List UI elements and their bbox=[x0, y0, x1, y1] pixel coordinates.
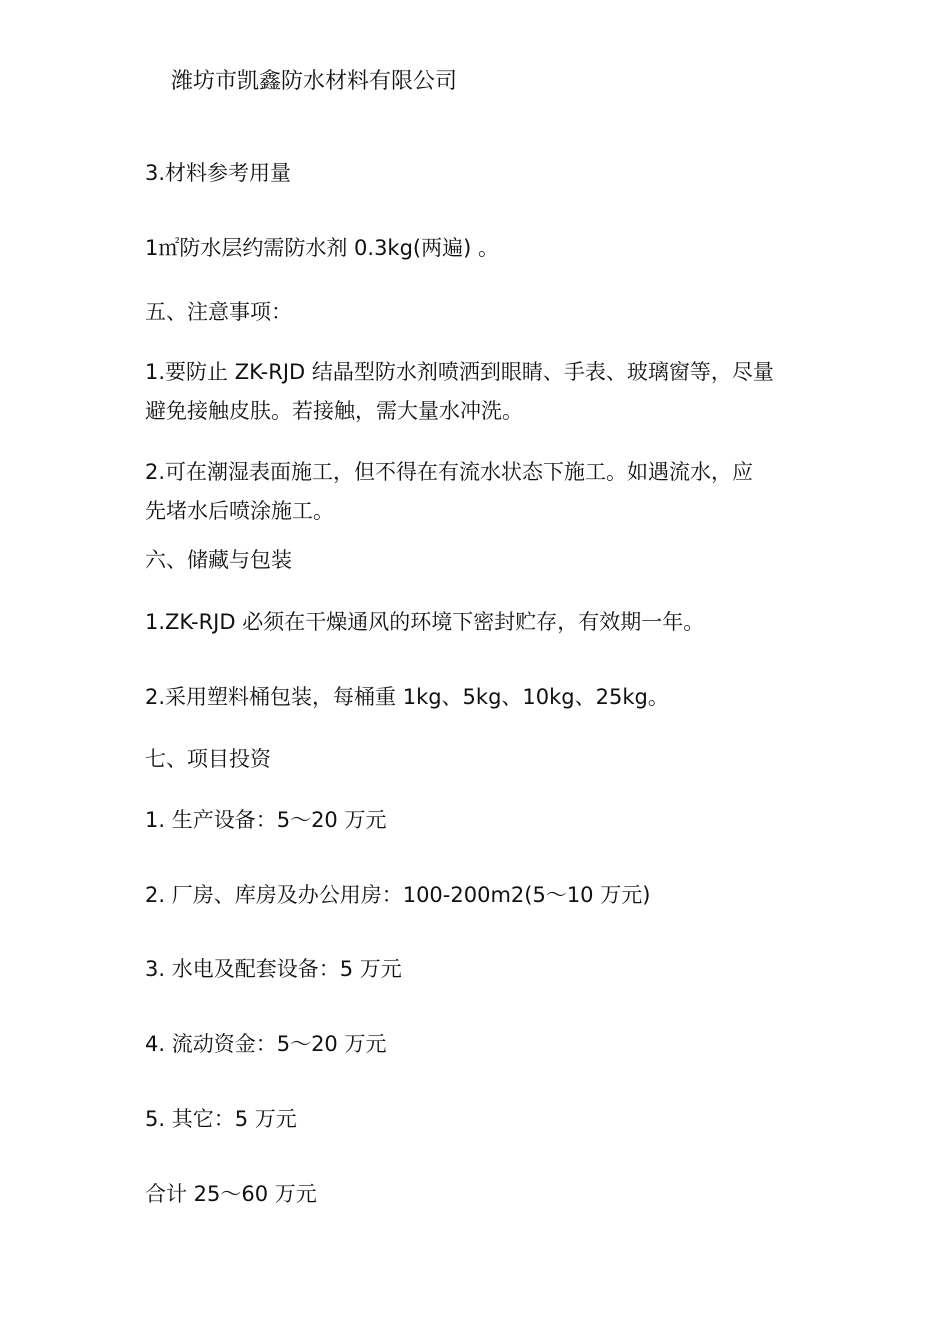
section-3-text: 1㎡防水层约需防水剂 0.3kg(两遍) 。 bbox=[145, 236, 499, 260]
section-6-title: 六、储藏与包装 bbox=[145, 548, 292, 572]
section-6-item-1: 1.ZK-RJD 必须在干燥通风的环境下密封贮存，有效期一年。 bbox=[145, 610, 705, 634]
section-7-title: 七、项目投资 bbox=[145, 747, 271, 771]
section-3-title: 3.材料参考用量 bbox=[145, 161, 292, 185]
section-7-item-1: 1. 生产设备：5～20 万元 bbox=[145, 808, 387, 832]
section-7-item-2: 2. 厂房、库房及办公用房：100-200m2(5～10 万元) bbox=[145, 883, 651, 907]
section-6-item-2: 2.采用塑料桶包装，每桶重 1kg、5kg、10kg、25kg。 bbox=[145, 685, 669, 709]
section-7-total: 合计 25～60 万元 bbox=[145, 1182, 317, 1206]
section-5-item-2-line-1: 2.可在潮湿表面施工，但不得在有流水状态下施工。如遇流水，应 bbox=[145, 460, 754, 484]
section-7-item-3: 3. 水电及配套设备：5 万元 bbox=[145, 957, 402, 981]
section-7-item-5: 5. 其它：5 万元 bbox=[145, 1107, 297, 1131]
section-5-item-2-line-2: 先堵水后喷涂施工。 bbox=[145, 499, 334, 523]
section-5-title: 五、注意事项： bbox=[145, 300, 292, 324]
section-7-item-4: 4. 流动资金：5～20 万元 bbox=[145, 1032, 387, 1056]
section-5-item-1-line-1: 1.要防止 ZK-RJD 结晶型防水剂喷洒到眼睛、手表、玻璃窗等，尽量 bbox=[145, 360, 774, 384]
section-5-item-1-line-2: 避免接触皮肤。若接触，需大量水冲洗。 bbox=[145, 399, 523, 423]
company-header: 潍坊市凯鑫防水材料有限公司 bbox=[171, 69, 458, 94]
